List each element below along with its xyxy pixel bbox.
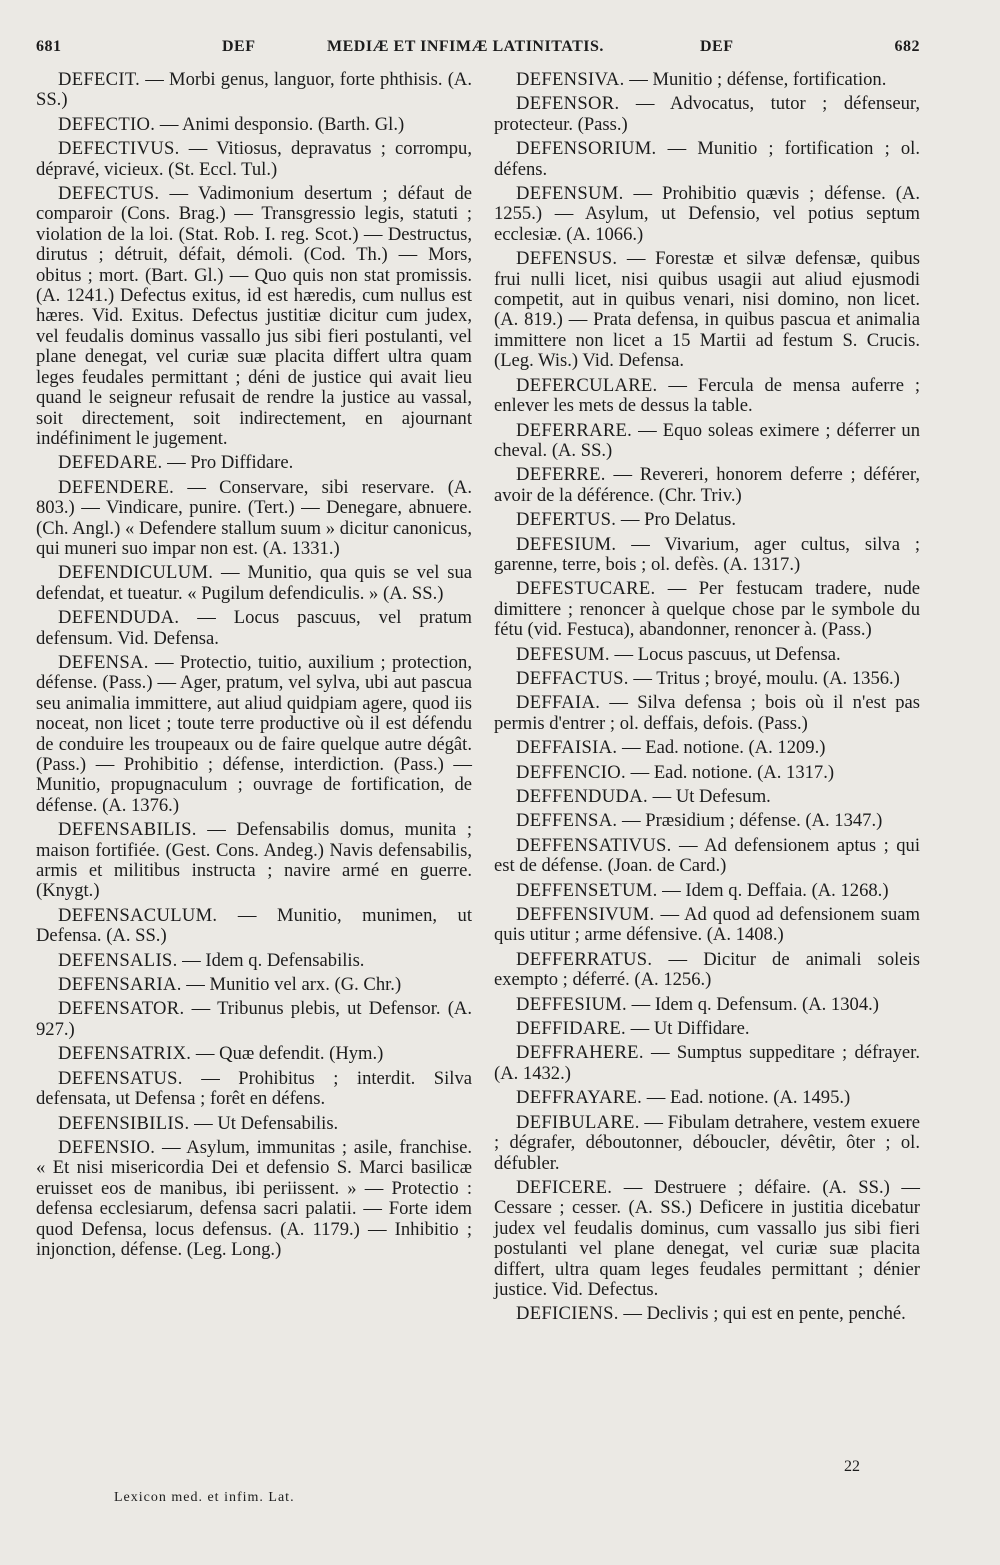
entry-definition: — Ut Defensabilis. [189, 1112, 339, 1134]
dictionary-entry [494, 1019, 920, 1039]
dictionary-entry [494, 763, 920, 783]
dictionary-entry [36, 1069, 472, 1110]
dictionary-entry [36, 999, 472, 1040]
entry-headword: DEFENDUDA. [58, 607, 180, 629]
entry-headword: DEFEDARE. [58, 452, 163, 474]
entry-definition: — Revereri, honorem deferre ; déférer, avoir de la déférence. (Chr. Triv.) [494, 464, 920, 506]
entry-definition: — Tribunus plebis, ut Defensor. (A. 927.) [36, 998, 472, 1040]
entry-definition: — Fibulam detrahere, vestem exuere ; dégrafer, déboutonner, déboucler, dévêtir, ôter ; ol. défubler. [494, 1111, 920, 1174]
entry-headword: DEFFENDUDA. [516, 786, 648, 807]
entry-headword: DEFFAISIA. [516, 737, 618, 759]
entry-definition: — Vivarium, ager cultus, silva ; garenne, terre, bois ; ol. defès. (A. 1317.) [494, 533, 920, 575]
footer-text: Lexicon med. et infim. Lat. [114, 1490, 295, 1505]
dictionary-entry [494, 579, 920, 640]
entry-definition: — Fercula de mensa auferre ; enlever les mets de dessus la table. [494, 374, 920, 417]
dictionary-entry [494, 139, 920, 180]
dictionary-entry [36, 975, 472, 995]
entry-definition: — Ad defensionem aptus ; qui est de défense. (Joan. de Card.) [494, 834, 920, 877]
dictionary-entry [494, 669, 920, 689]
entry-headword: DEFECTUS. [58, 183, 160, 205]
dictionary-entry [494, 465, 920, 506]
entry-definition: — Prohibitus ; interdit. Silva defensata, ut Defensa ; forêt en défens. [36, 1067, 472, 1110]
dictionary-entry [494, 1043, 920, 1084]
entry-definition: — Munitio, munimen, ut Defensa. (A. SS.) [36, 904, 472, 947]
dictionary-entry [36, 184, 472, 449]
entry-headword: DEFENSARIA. [58, 974, 182, 996]
entry-definition: — Tritus ; broyé, moulu. (A. 1356.) [628, 667, 900, 689]
dictionary-entry [494, 249, 920, 371]
entry-headword: DEFFENSIVUM. [516, 904, 655, 926]
dictionary-entry [36, 563, 472, 604]
entry-definition: — Vitiosus, depravatus ; corrompu, dépravé, vicieux. (St. Eccl. Tul.) [36, 138, 472, 180]
page-number-left: 681 [36, 38, 62, 55]
dictionary-entry [36, 906, 472, 947]
entry-headword: DEFFAIA. [516, 692, 601, 714]
entry-definition: — Equo soleas eximere ; déferrer un cheval. (A. SS.) [494, 419, 920, 461]
dictionary-entry [494, 787, 920, 807]
entry-headword: DEFENSIBILIS. [58, 1112, 190, 1134]
entry-definition: — Pro Delatus. [616, 509, 737, 531]
right-column [494, 70, 920, 1329]
header-title: MEDIÆ ET INFIMÆ LATINITATIS. [327, 38, 604, 55]
entry-headword: DEFERRE. [516, 464, 606, 486]
dictionary-entry [494, 905, 920, 946]
entry-definition: — Morbi genus, languor, forte phthisis. (A. SS.) [36, 69, 472, 111]
dictionary-entry [494, 950, 920, 991]
entry-definition: — Ead. notione. (A. 1317.) [625, 761, 835, 783]
entry-headword: DEFENSOR. [516, 93, 620, 115]
dictionary-entry [494, 70, 920, 90]
entry-definition: — Silva defensa ; bois où il n'est pas permis d'entrer ; ol. deffais, defois. (Pass.) [494, 692, 920, 734]
entry-definition: — Protectio, tuitio, auxilium ; protection, défense. (Pass.) — Ager, pratum, vel sylva, ubi aut pascua seu animalia immittere, aut aliud quidpiam agere, quod iis noceat, non licet ; toute terre productive où il est défendu de conduire les troupeaux ou de faire quelque autre dégât. (Pass.) — Prohibitio ; défense, interdiction. (Pass.) — Munitio, propugnaculum ; ouvrage de fortification, de défense. (A. 1376.) [36, 651, 472, 816]
entry-headword: DEFICERE. [516, 1176, 613, 1198]
dictionary-entry [494, 881, 920, 901]
entry-headword: DEFECTIVUS. [58, 138, 180, 160]
header-label-left: DEF [222, 38, 256, 55]
entry-headword: DEFECTIO. [58, 113, 156, 135]
entry-definition: — Ead. notione. (A. 1209.) [617, 737, 826, 759]
entry-headword: DEFFENCIO. [516, 761, 626, 783]
dictionary-entry [494, 184, 920, 245]
dictionary-entry [494, 421, 920, 462]
left-column [36, 70, 472, 1264]
entry-headword: DEFESTUCARE. [516, 578, 656, 600]
entry-definition: — Defensabilis domus, munita ; maison fortifiée. (Gest. Cons. Andeg.) Navis defensabilis, armis et militibus instructa ; navire armé en guerre. (Knygt.) [36, 819, 472, 902]
entry-definition: — Præsidium ; défense. (A. 1347.) [617, 810, 883, 832]
signature-mark: 22 [844, 1458, 860, 1475]
entry-headword: DEFENSATRIX. [58, 1043, 192, 1065]
dictionary-entry [494, 1304, 920, 1324]
dictionary-entry [494, 693, 920, 734]
entry-definition: — Locus pascuus, vel pratum defensum. Vid. Defensa. [36, 607, 472, 649]
dictionary-entry [36, 1114, 472, 1134]
entry-definition: — Munitio vel arx. (G. Chr.) [181, 974, 402, 996]
entry-headword: DEFESIUM. [516, 533, 617, 555]
entry-headword: DEFENSORIUM. [516, 138, 657, 160]
entry-definition: — Prohibitio quævis ; défense. (A. 1255.) — Asylum, ut Defensio, vel potius septum ecclesiæ. (A. 1066.) [494, 183, 920, 245]
entry-headword: DEFFACTUS. [516, 667, 629, 689]
dictionary-entry [36, 139, 472, 180]
entry-headword: DEFENDERE. [58, 476, 175, 498]
entry-definition: — Ut Defesum. [647, 786, 771, 807]
entry-definition: — Sumptus suppeditare ; défrayer. (A. 1432.) [494, 1042, 920, 1084]
entry-headword: DEFESUM. [516, 643, 610, 665]
dictionary-entry [494, 1178, 920, 1300]
entry-headword: DEFFERRATUS. [516, 948, 653, 970]
entry-definition: — Animi desponsio. (Barth. Gl.) [155, 113, 405, 135]
dictionary-entry [494, 94, 920, 135]
dictionary-entry [494, 995, 920, 1015]
entry-headword: DEFERTUS. [516, 509, 617, 531]
entry-definition: — Pro Diffidare. [162, 452, 294, 474]
dictionary-entry [36, 478, 472, 560]
dictionary-entry [494, 836, 920, 877]
entry-definition: — Vadimonium desertum ; défaut de comparoir (Cons. Brag.) — Transgressio legis, statuti ; violation de la loi. (Stat. Rob. I. reg. Scot.) — Destructus, dirutus ; détruit, défait, démoli. (Cod. Th.) — Mors, obitus ; mort. (Bart. Gl.) — Quo quis non stat promissis. (A. 1241.) Defectus exitus, id est hæredis, cum nullus est hæres. Vid. Exitus. Defectus justitiæ dicitur cum judex, vel feudalis dominus vassallo jus sibi fieri postulanti, vel plane denegat, vel curiæ suæ placita differt ultra quam leges feudales permittant ; déni de justice qui avait lieu quand le seigneur refusait de rendre la justice au vassal, soit directement, soit indirectement, en ajournant indéfiniment le jugement. [36, 183, 472, 449]
entry-headword: DEFFESIUM. [516, 993, 627, 1015]
entry-headword: DEFFRAHERE. [516, 1042, 644, 1064]
dictionary-entry [36, 115, 472, 135]
dictionary-entry [36, 70, 472, 111]
dictionary-entry [36, 653, 472, 816]
entry-definition: — Quæ defendit. (Hym.) [191, 1043, 384, 1065]
entry-headword: DEFENDICULUM. [58, 562, 214, 584]
dictionary-entry [494, 376, 920, 417]
dictionary-entry [494, 510, 920, 530]
page-number-right: 682 [894, 38, 920, 55]
entry-headword: DEFERCULARE. [516, 374, 658, 396]
entry-definition: — Per festucam tradere, nude dimittere ; renoncer à quelque chose par le symbole du fétu (vid. Festuca), abandonner, renoncer à. (Pass.) [494, 578, 920, 641]
entry-headword: DEFICIENS. [516, 1303, 619, 1325]
entry-headword: DEFENSATOR. [58, 998, 185, 1020]
entry-definition: — Advocatus, tutor ; défenseur, protecteur. (Pass.) [494, 93, 920, 135]
entry-headword: DEFFENSA. [516, 810, 618, 832]
dictionary-entry [494, 535, 920, 576]
header-label-right: DEF [700, 38, 734, 55]
entry-headword: DEFFRAYARE. [516, 1087, 643, 1109]
entry-headword: DEFECIT. [58, 69, 141, 90]
entry-definition: — Idem q. Deffaia. (A. 1268.) [657, 879, 889, 901]
entry-headword: DEFENSATUS. [58, 1067, 183, 1089]
entry-definition: — Munitio, qua quis se vel sua defendat, et tueatur. « Pugilum defendiculis. » (A. SS.) [36, 562, 472, 604]
dictionary-entry [494, 738, 920, 758]
dictionary-entry [494, 811, 920, 831]
dictionary-entry [36, 1044, 472, 1064]
dictionary-entry [36, 951, 472, 971]
entry-headword: DEFENSALIS. [58, 949, 178, 971]
entry-definition: — Asylum, immunitas ; asile, franchise. « Et nisi misericordia Dei et defensio S. Marci basilicæ eruisset eos de manibus, ibi periissent. » — Protectio : defensa ecclesiarum, defensa sacri palatii. — Forte idem quod Defensa, locus defensus. (A. 1179.) — Inhibitio ; injonction, défense. (Leg. Long.) [36, 1136, 472, 1260]
entry-definition: — Forestæ et silvæ defensæ, quibus frui nulli licet, nisi quibus usagii aut aliud ejusmodi competit, aut in quibus venari, nisi domino, non licet. (A. 819.) — Prata defensa, in quibus pascua et animalia immittere non licet a 15 Martii ad festum S. Crucis. (Leg. Wis.) Vid. Defensa. [494, 248, 920, 372]
entry-definition: — Locus pascuus, ut Defensa. [609, 643, 841, 665]
entry-definition: — Dicitur de animali soleis exempto ; déferré. (A. 1256.) [494, 948, 920, 991]
entry-definition: — Idem q. Defensum. (A. 1304.) [626, 993, 879, 1015]
entry-definition: — Declivis ; qui est en pente, penché. [618, 1303, 906, 1325]
dictionary-entry [494, 1088, 920, 1108]
entry-headword: DEFENSIO. [58, 1136, 156, 1158]
entry-headword: DEFENSABILIS. [58, 819, 197, 841]
entry-headword: DEFERRARE. [516, 419, 633, 441]
entry-headword: DEFFENSETUM. [516, 879, 658, 901]
entry-headword: DEFFENSATIVUS. [516, 834, 672, 856]
entry-definition: — Munitio ; fortification ; ol. défens. [494, 138, 920, 180]
entry-headword: DEFENSIVA. [516, 69, 625, 90]
entry-definition: — Destruere ; défaire. (A. SS.) — Cessare ; cesser. (A. SS.) Deficere in justitia dicebatur judex vel feudalis dominus, cum vassallo jus sibi fieri postulanti vel plane denegat, vel curiæ suæ placita differt, ultra quam leges feudales permittant ; dénier justice. Vid. Defectus. [494, 1176, 920, 1300]
dictionary-entry [36, 1138, 472, 1260]
entry-headword: DEFENSUM. [516, 183, 624, 205]
entry-definition: — Ut Diffidare. [625, 1018, 750, 1040]
entry-definition: — Conservare, sibi reservare. (A. 803.) — Vindicare, punire. (Tert.) — Denegare, abnuere. (Ch. Angl.) « Defendere stallum suum » dicitur canonicus, qui muneri suo impar non est. (A. 1331.) [36, 476, 472, 559]
running-header [36, 34, 920, 64]
entry-headword: DEFENSUS. [516, 248, 618, 270]
entry-definition: — Ad quod ad defensionem suam quis utitur ; arme défensive. (A. 1408.) [494, 904, 920, 946]
entry-definition: — Idem q. Defensabilis. [177, 949, 365, 971]
entry-definition: — Munitio ; défense, fortification. [624, 69, 887, 90]
dictionary-entry [494, 1113, 920, 1174]
entry-headword: DEFENSA. [58, 651, 149, 673]
entry-headword: DEFIBULARE. [516, 1111, 640, 1133]
dictionary-entry [36, 608, 472, 649]
dictionary-entry [36, 820, 472, 902]
entry-headword: DEFENSACULUM. [58, 904, 218, 926]
entry-headword: DEFFIDARE. [516, 1018, 626, 1040]
entry-definition: — Ead. notione. (A. 1495.) [642, 1087, 851, 1109]
dictionary-entry [494, 645, 920, 665]
dictionary-entry [36, 453, 472, 473]
